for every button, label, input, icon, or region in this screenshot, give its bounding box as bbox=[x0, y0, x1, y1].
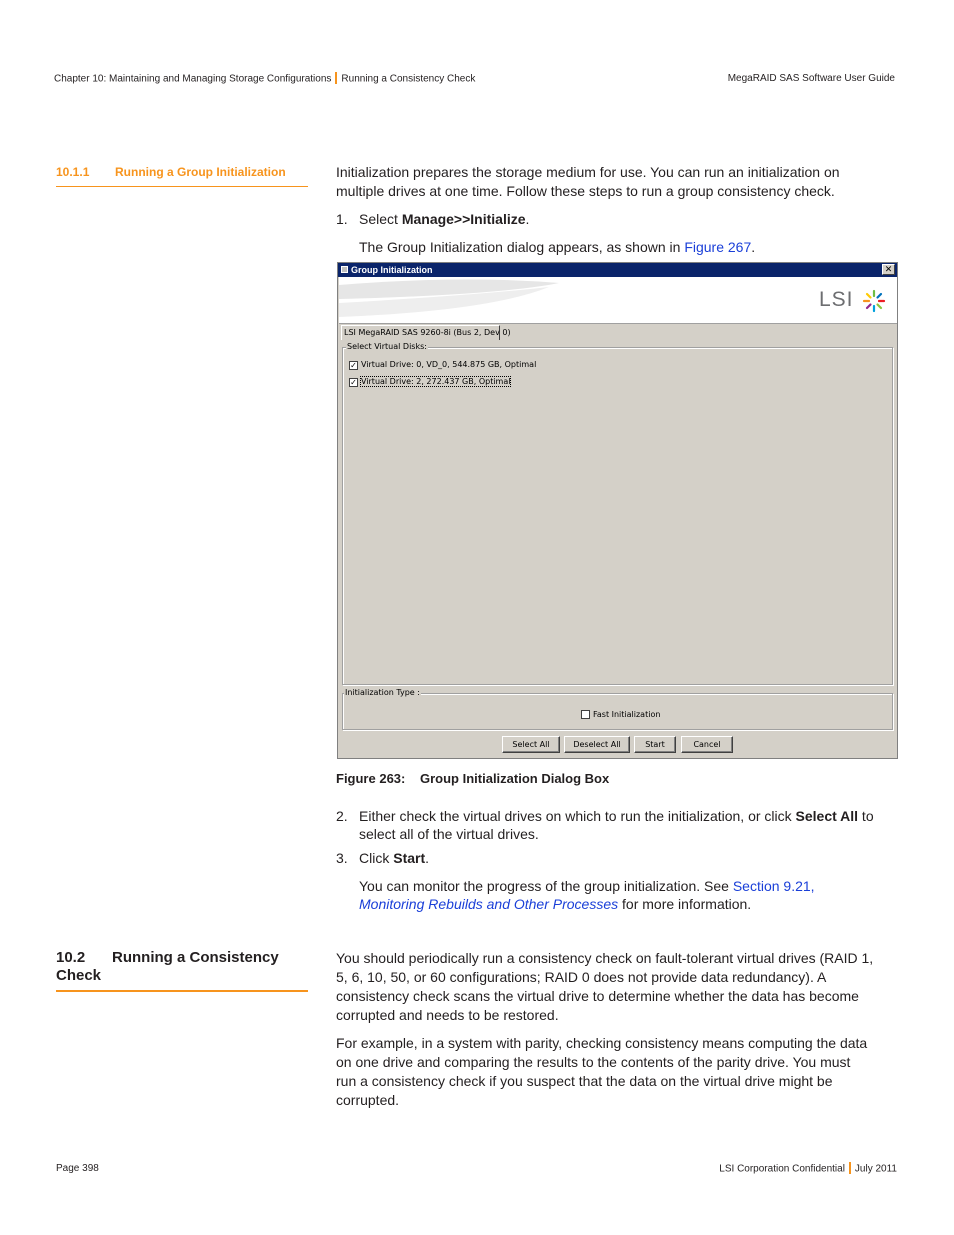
step-3-note-line-2 bbox=[359, 895, 751, 914]
paragraph-line: on one drive and comparing the results to the contents of the parity drive. You must bbox=[336, 1054, 851, 1070]
start-ref: Start bbox=[393, 850, 426, 866]
note-text: You can monitor the progress of the group initialization. See bbox=[359, 878, 733, 894]
close-icon[interactable]: ✕ bbox=[882, 264, 895, 275]
vd-2-label: Virtual Drive: 2, 272.437 GB, Optimal bbox=[361, 377, 511, 386]
menu-path: Manage>>Initialize bbox=[401, 211, 526, 227]
banner-divider bbox=[339, 323, 897, 324]
paragraph-line: corrupted and needs to be restored. bbox=[336, 1007, 559, 1023]
figure-number: Figure 263: bbox=[336, 771, 406, 786]
dialog-banner bbox=[339, 277, 897, 323]
paragraph-line: consistency check scans the virtual drive to determine whether the data has become bbox=[336, 988, 859, 1004]
section-number: 10.1.1 bbox=[56, 165, 90, 179]
step-text: Select bbox=[359, 211, 402, 227]
step-3 bbox=[336, 849, 429, 868]
header-guide-title: MegaRAID SAS Software User Guide bbox=[727, 73, 895, 84]
step-number: 1. bbox=[336, 211, 348, 227]
note-text: . bbox=[751, 239, 756, 255]
vd-2-checkbox[interactable]: ✓ bbox=[350, 378, 357, 387]
header-chapter: Chapter 10: Maintaining and Managing Storage Configurations bbox=[54, 73, 332, 85]
section-link[interactable]: Section 9.21, bbox=[732, 878, 815, 894]
step-3-note bbox=[359, 877, 815, 896]
deselect-all-button[interactable]: Deselect All bbox=[564, 736, 630, 753]
start-button[interactable]: Start bbox=[634, 736, 676, 753]
paragraph-line: You should periodically run a consistency check on fault-tolerant virtual drives (RAID 1, bbox=[336, 950, 874, 966]
consistency-paragraph-1 bbox=[336, 949, 873, 1025]
section-rule bbox=[56, 186, 308, 187]
footer-page-number: Page 398 bbox=[56, 1163, 99, 1174]
paragraph-line: 5, 6, 10, 50, or 60 configurations; RAID 0 does not provide data redundancy). A bbox=[336, 969, 827, 985]
window-icon bbox=[341, 266, 348, 273]
paragraph-line: corrupted. bbox=[336, 1092, 400, 1108]
dialog-titlebar bbox=[338, 263, 897, 277]
paragraph-line: For example, in a system with parity, checking consistency means computing the data bbox=[336, 1035, 868, 1051]
section-heading-10-1-1 bbox=[56, 165, 286, 179]
footer-right bbox=[719, 1163, 897, 1175]
figure-title: Group Initialization Dialog Box bbox=[420, 771, 610, 786]
header-section: Running a Consistency Check bbox=[341, 73, 476, 85]
vd-0-checkbox[interactable]: ✓ bbox=[350, 361, 357, 370]
consistency-paragraph-2 bbox=[336, 1034, 867, 1110]
lsi-logo bbox=[819, 288, 854, 312]
dialog-title: Group Initialization bbox=[351, 265, 433, 275]
step-text: to bbox=[858, 808, 874, 824]
section-number: 10.2 bbox=[56, 949, 86, 966]
step-number: 2. bbox=[336, 808, 348, 824]
initialization-type-label: Initialization Type : bbox=[345, 688, 420, 697]
header-separator bbox=[335, 72, 337, 84]
footer-company: LSI Corporation Confidential bbox=[719, 1163, 845, 1175]
section-title: Running a Group Initialization bbox=[115, 165, 286, 179]
step-1-note bbox=[359, 238, 755, 257]
step-text: Either check the virtual drives on which to run the initialization, or click bbox=[359, 808, 796, 824]
lsi-logo-text: LSI bbox=[819, 288, 854, 311]
step-text: . bbox=[525, 211, 530, 227]
step-number: 3. bbox=[336, 850, 348, 866]
step-2 bbox=[336, 807, 874, 826]
section-title-line-2: Check bbox=[56, 967, 102, 984]
virtual-disks-group-label: Select Virtual Disks: bbox=[347, 342, 427, 351]
step-2-line-2: select all of the virtual drives. bbox=[359, 826, 539, 842]
step-1 bbox=[336, 210, 529, 229]
step-text: Click bbox=[359, 850, 394, 866]
select-all-ref: Select All bbox=[795, 808, 859, 824]
figure-link[interactable]: Figure 267 bbox=[684, 239, 752, 255]
figure-caption bbox=[336, 771, 609, 786]
section-heading-10-2 bbox=[56, 949, 308, 985]
footer-separator bbox=[849, 1162, 851, 1174]
fast-initialization-label: Fast Initialization bbox=[593, 710, 661, 719]
virtual-disks-group bbox=[342, 347, 893, 685]
section-link-title[interactable]: Monitoring Rebuilds and Other Processes bbox=[359, 896, 619, 912]
section-title: Running a Consistency bbox=[112, 949, 279, 966]
tab-controller[interactable] bbox=[341, 325, 511, 340]
select-all-button[interactable]: Select All bbox=[502, 736, 560, 753]
intro-paragraph: Initialization prepares the storage medium for use. You can run an initialization on multiple drives at one time. Follow these steps to run a group consistency check. bbox=[336, 164, 840, 199]
paragraph-line: run a consistency check if you suspect that the data on the virtual drive might be bbox=[336, 1073, 833, 1089]
vd-0-label: Virtual Drive: 0, VD_0, 544.875 GB, Optimal bbox=[361, 360, 537, 369]
banner-swoosh bbox=[339, 277, 897, 323]
group-initialization-dialog bbox=[337, 262, 898, 759]
note-text: The Group Initialization dialog appears, as shown in bbox=[359, 239, 685, 255]
note-text: for more information. bbox=[618, 896, 752, 912]
fast-initialization-checkbox[interactable] bbox=[581, 710, 590, 719]
step-text: . bbox=[425, 850, 430, 866]
tab-label: LSI MegaRAID SAS 9260-8i (Bus 2, Dev 0) bbox=[344, 328, 511, 337]
footer-date: July 2011 bbox=[854, 1163, 897, 1175]
section-rule bbox=[56, 990, 308, 992]
lsi-logo-mark-icon bbox=[862, 289, 886, 313]
section-heading-line-1 bbox=[56, 949, 308, 967]
cancel-button[interactable]: Cancel bbox=[681, 736, 733, 753]
running-header-left bbox=[54, 73, 475, 85]
